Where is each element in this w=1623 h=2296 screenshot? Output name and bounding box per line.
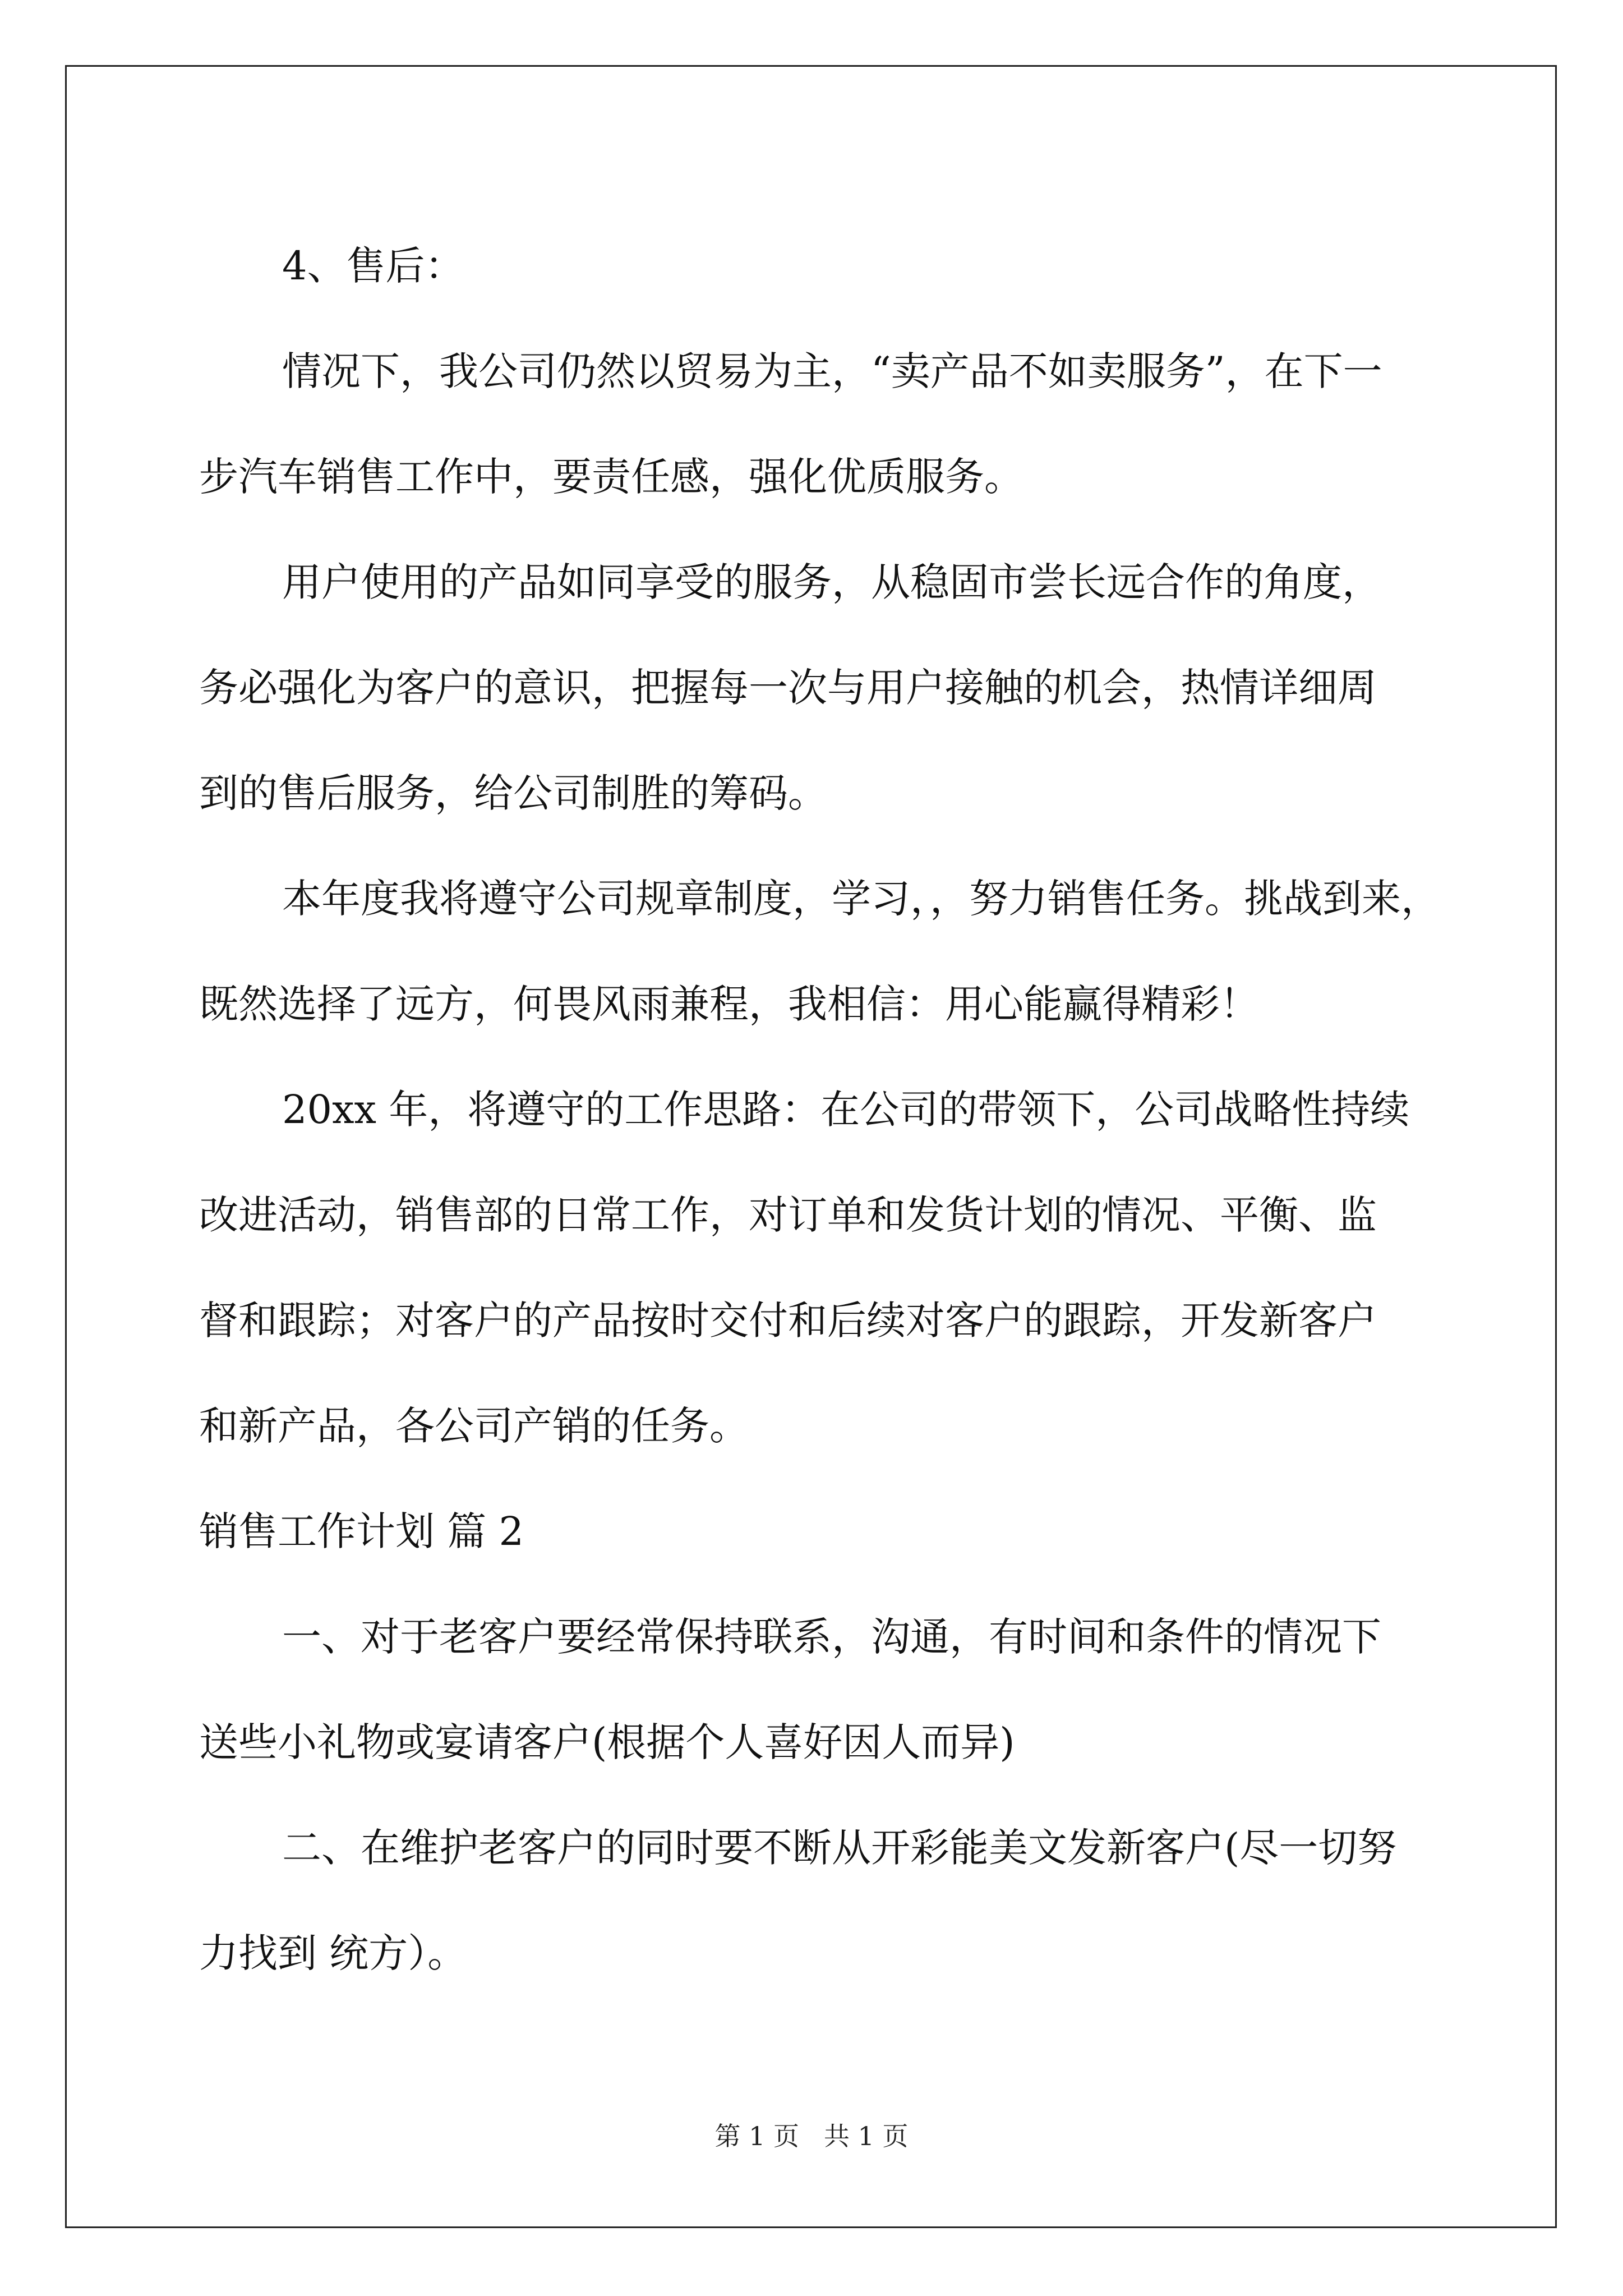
text-line: 4、售后： bbox=[282, 243, 464, 289]
page-number: 第 1 页 bbox=[714, 2121, 799, 2151]
text-line: 既然选择了远方，何畏风雨兼程，我相信：用心能赢得精彩！ bbox=[199, 981, 1259, 1027]
page-total: 共 1 页 bbox=[824, 2121, 909, 2151]
text-line: 改进活动，销售部的日常工作，对订单和发货计划的情况、平衡、监 bbox=[199, 1192, 1377, 1238]
text-line: 送些小礼物或宴请客户(根据个人喜好因人而异) bbox=[199, 1719, 1015, 1765]
document-text bbox=[199, 213, 1440, 2006]
document-body bbox=[199, 213, 1440, 2006]
text-line: 本年度我将遵守公司规章制度，学习，，努力销售任务。挑战到来， bbox=[282, 876, 1440, 922]
text-line: 和新产品，各公司产销的任务。 bbox=[199, 1403, 749, 1449]
text-line: 力找到 统方）。 bbox=[199, 1930, 467, 1976]
text-line: 步汽车销售工作中，要责任感，强化优质服务。 bbox=[199, 454, 1023, 500]
text-line: 一、对于老客户要经常保持联系，沟通，有时间和条件的情况下 bbox=[282, 1614, 1381, 1660]
page-footer bbox=[0, 2116, 1623, 2153]
text-line: 用户使用的产品如同享受的服务，从稳固市尝长远合作的角度， bbox=[282, 559, 1381, 605]
text-line: 到的售后服务，给公司制胜的筹码。 bbox=[199, 770, 827, 816]
text-line: 务必强化为客户的意识，把握每一次与用户接触的机会，热情详细周 bbox=[199, 665, 1377, 711]
text-line: 二、在维护老客户的同时要不断从开彩能美文发新客户(尽一切努 bbox=[282, 1825, 1397, 1871]
section-heading: 销售工作计划 篇 2 bbox=[199, 1508, 524, 1554]
text-line: 情况下，我公司仍然以贸易为主，“卖产品不如卖服务”，在下一 bbox=[282, 348, 1382, 394]
text-line: 督和跟踪；对客户的产品按时交付和后续对客户的跟踪，开发新客户 bbox=[199, 1297, 1377, 1343]
text-line: 20xx 年，将遵守的工作思路：在公司的带领下，公司战略性持续 bbox=[282, 1087, 1410, 1133]
